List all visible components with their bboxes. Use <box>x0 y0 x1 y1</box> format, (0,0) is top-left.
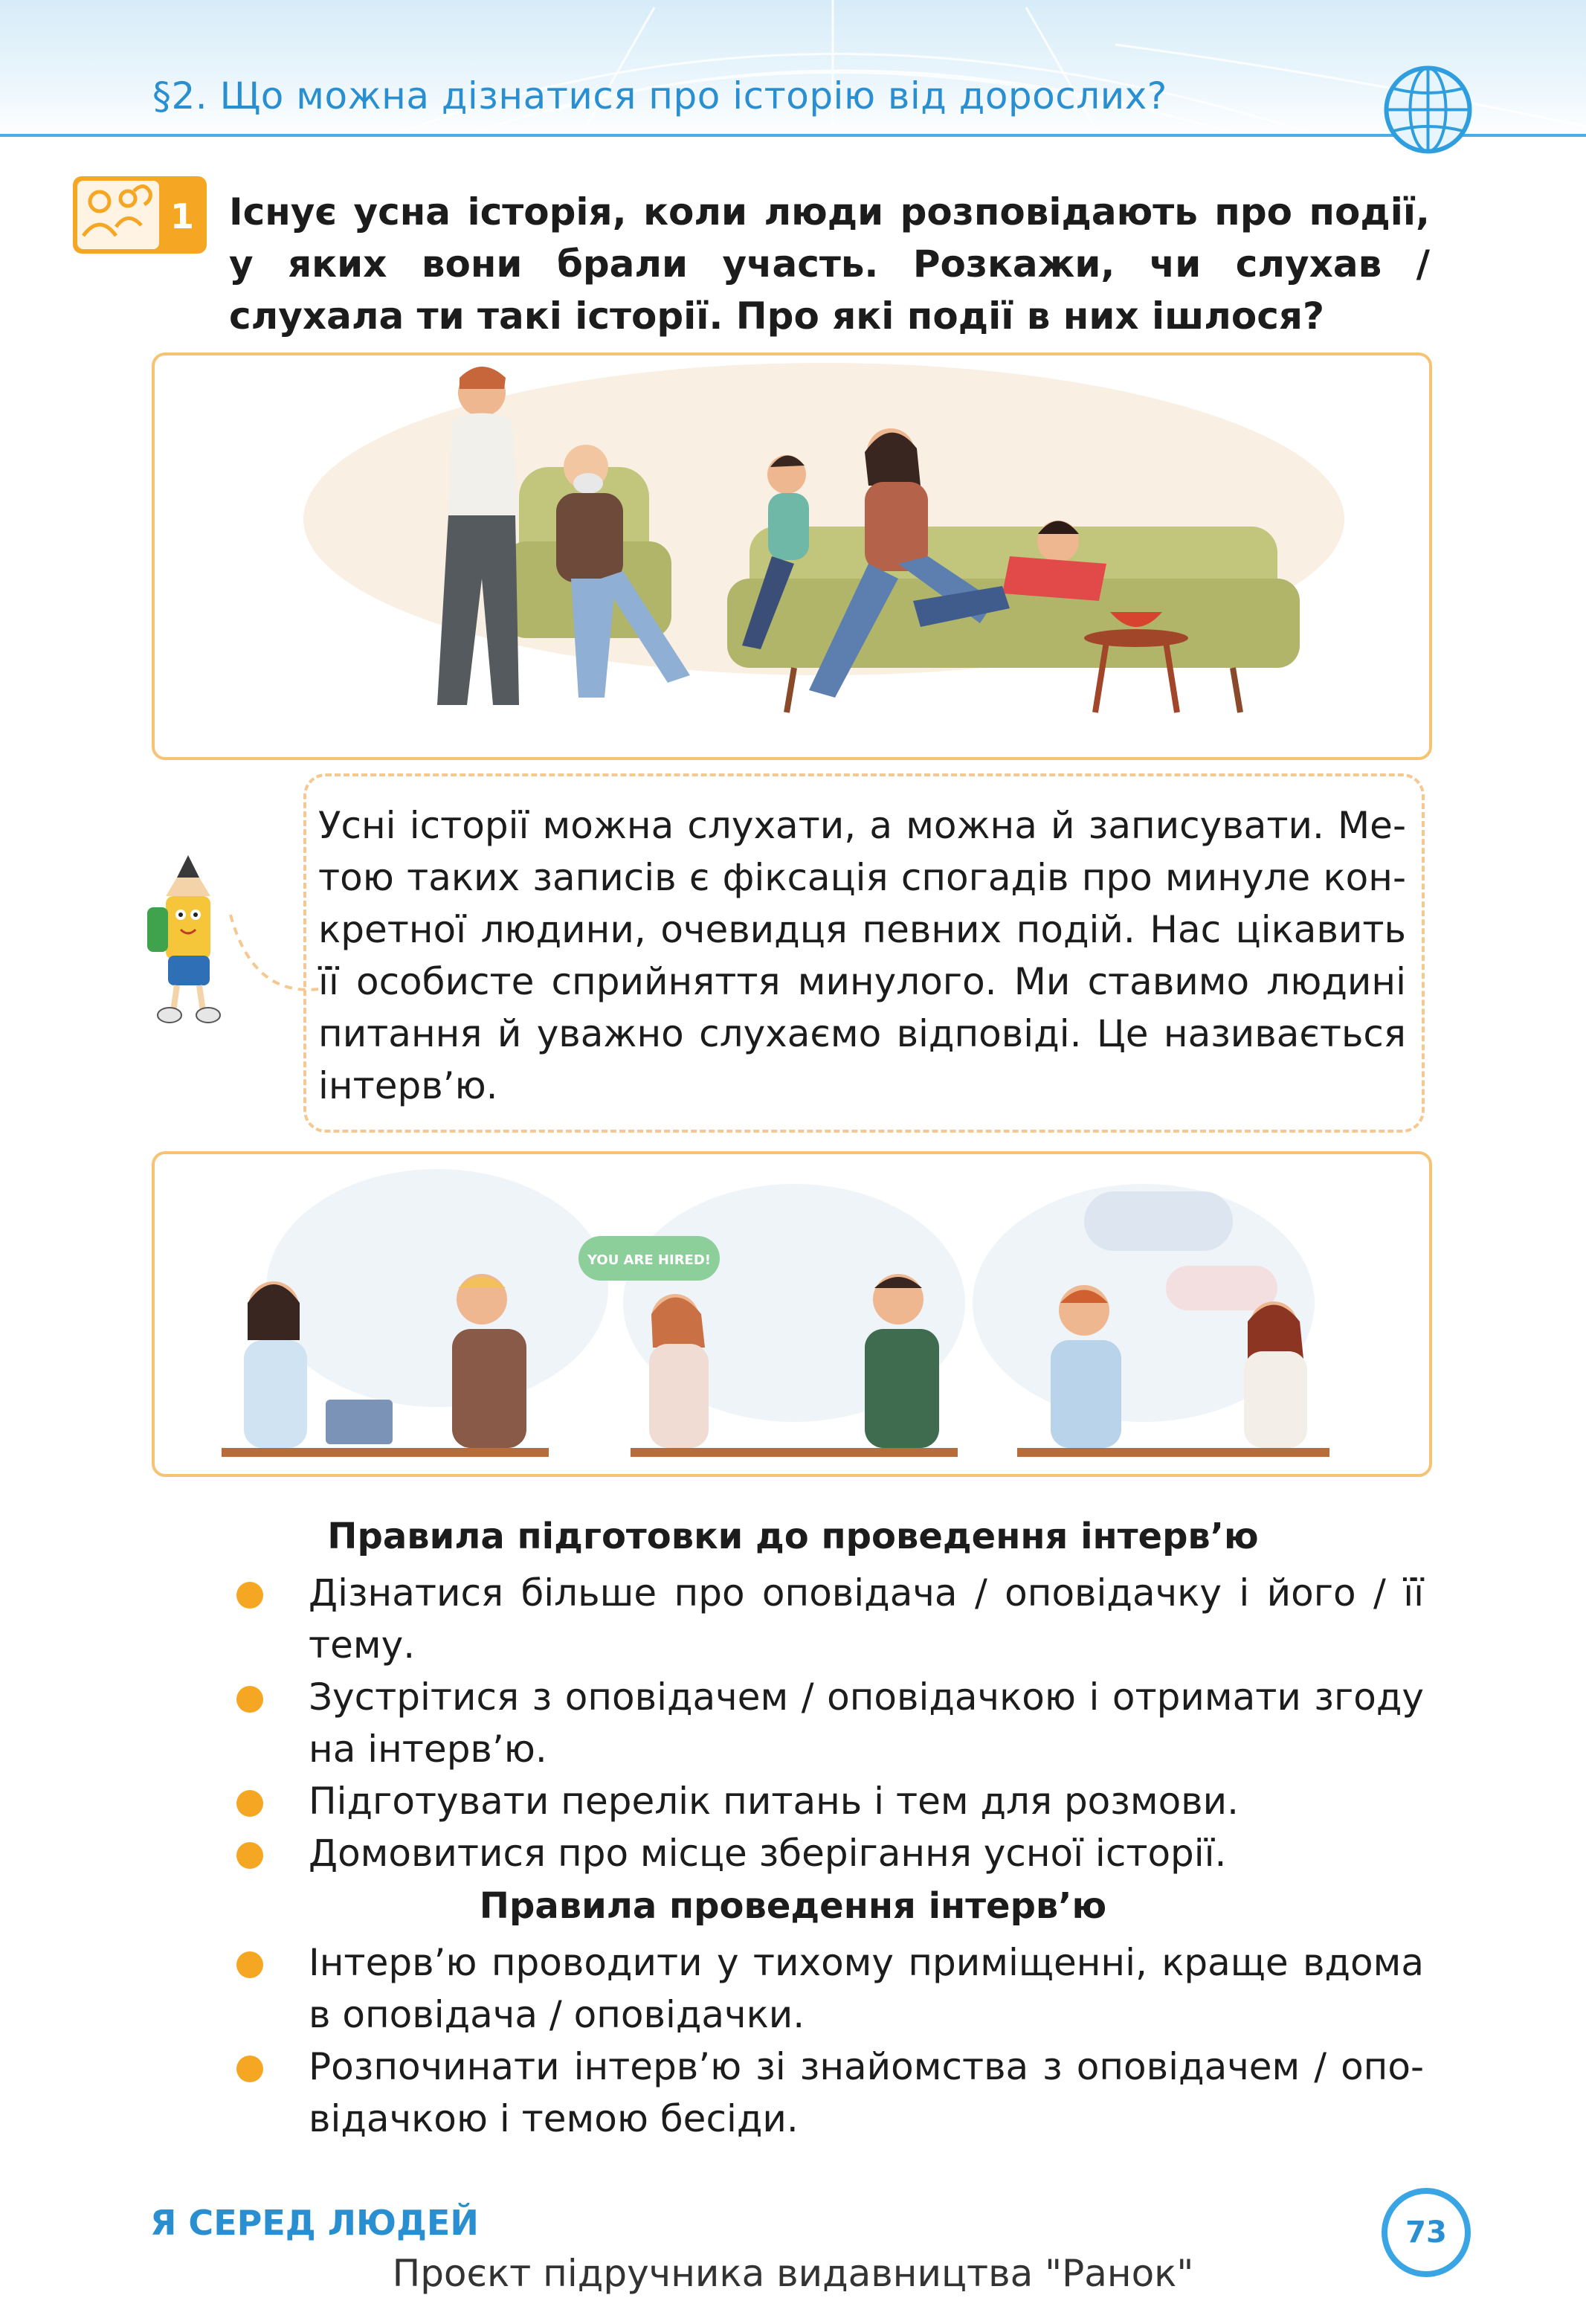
interview-illustration-frame <box>152 1151 1432 1477</box>
list-item <box>0 1775 1424 1827</box>
task-number: 1 <box>170 196 195 236</box>
bullet-dot-icon <box>236 1790 263 1817</box>
rule-text: Підготувати перелік питань і тем для розмови. <box>309 1780 1240 1823</box>
conduct-rules-list <box>0 1937 1586 2145</box>
family-listening-illustration <box>155 355 1429 757</box>
publisher-credit: Проєкт підручника видавництва "Ранок" <box>392 2252 1194 2295</box>
rule-text: Домовитися про місце зберігання усної історії. <box>309 1832 1227 1875</box>
bullet-dot-icon <box>236 1951 263 1978</box>
discussion-icon <box>73 176 207 254</box>
bullet-dot-icon <box>236 1582 263 1609</box>
bullet-dot-icon <box>236 1842 263 1869</box>
prep-rules-heading: Правила підготовки до проведення інтерв’ю <box>327 1516 1259 1557</box>
conduct-rules-heading: Правила проведення інтерв’ю <box>479 1885 1107 1927</box>
list-item <box>0 1671 1424 1775</box>
footer-section-title: Я СЕРЕД ЛЮДЕЙ <box>150 2203 479 2243</box>
rule-text: Інтерв’ю проводити у тихому приміщенні, краще вдома в оповідача / оповідачки. <box>309 1941 1424 2036</box>
header-divider <box>0 134 1586 137</box>
list-item <box>0 1937 1424 2041</box>
rule-text: Зустрітися з оповідачем / оповідачкою і отримати згоду на інтерв’ю. <box>309 1676 1424 1771</box>
rule-text: Розпочинати інтерв’ю зі знайомства з оповідачем / оповідачкою і темою бесіди. <box>309 2045 1424 2140</box>
list-item <box>0 2041 1424 2145</box>
list-item <box>0 1567 1424 1671</box>
task-question-text: Існує усна історія, коли люди розповідають про події, у яких вони брали участь. Розкажи, чи слухав / слухала ти такі історії. Про які події в них ішлося? <box>229 190 1430 338</box>
rule-text: Дізнатися більше про оповідача / оповідачку і його / її тему. <box>309 1571 1424 1667</box>
prep-rules-list <box>0 1567 1586 1879</box>
interview-scenes-illustration <box>155 1154 1429 1474</box>
mascot-note-text: Усні історії можна слухати, а можна й записувати. Метою таких записів є фіксація спогадів про минуле конкретної людини, очевидця певних подій. Нас цікавить її особисте сприйняття минулого. Ми ставимо людині питання й уважно слухаємо відповіді. Це називається інтерв’ю. <box>318 804 1406 1107</box>
page-number: 73 <box>1405 2215 1447 2250</box>
bullet-dot-icon <box>236 1686 263 1713</box>
bullet-dot-icon <box>236 2056 263 2082</box>
page-section-title: §2. Що можна дізнатися про історію від дорослих? <box>152 74 1167 118</box>
family-story-illustration-frame <box>152 353 1432 760</box>
list-item <box>0 1827 1424 1879</box>
globe-icon <box>1382 63 1474 156</box>
speech-bubble-text: YOU ARE HIRED! <box>587 1252 711 1268</box>
